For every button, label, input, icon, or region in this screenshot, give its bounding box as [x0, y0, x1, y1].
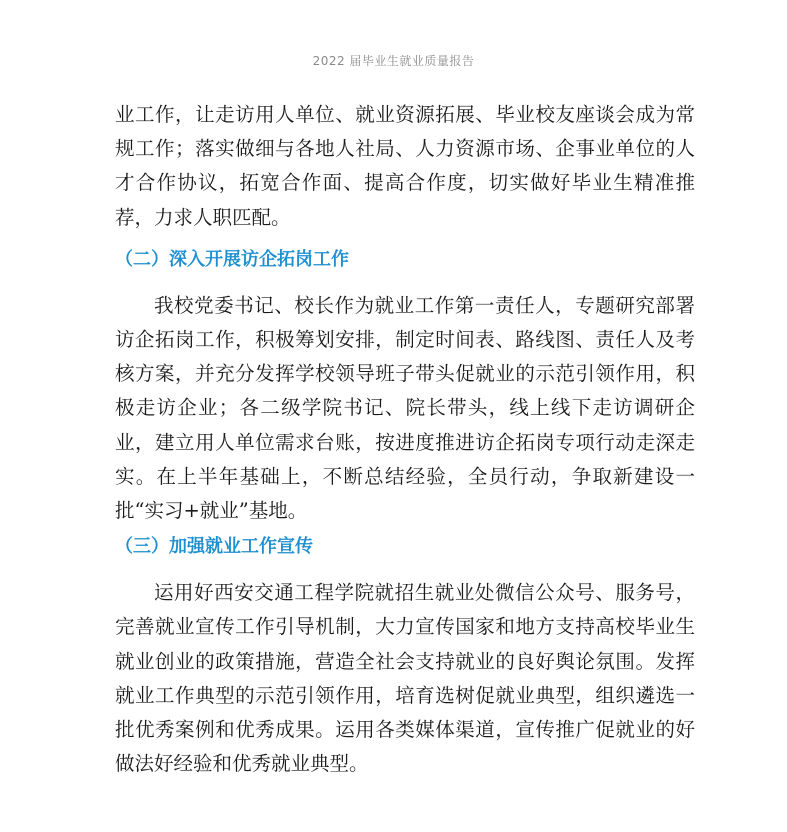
section-paragraph-employment-publicity: 运用好西安交通工程学院就招生就业处微信公众号、服务号，完善就业宣传工作引导机制，大力宣传国家和地方支持高校毕业生就业创业的政策措施，营造全社会支持就业的良好舆论氛围。发挥就业工作典型的示范引领作用，培育选树促就业典型，组织遴选一批优秀案例和优秀成果。运用各类媒体渠道，宣传推广促就业的好做法好经验和优秀就业典型。 [115, 581, 695, 776]
section-heading-employment-publicity: （三）加强就业工作宣传 [115, 536, 313, 558]
section-paragraph-visit-enterprises: 我校党委书记、校长作为就业工作第一责任人，专题研究部署访企拓岗工作，积极筹划安排，制定时间表、路线图、责任人及考核方案，并充分发挥学校领导班子带头促就业的示范引领作用，积极走访企业；各二级学院书记、院长带头，线上线下走访调研企业，建立用人单位需求台账，按进度推进访企拓岗专项行动走深走实。在上半年基础上，不断总结经验，全员行动，争取新建设一批“实习+就业”基地。 [115, 293, 695, 523]
section-heading-visit-enterprises: （二）深入开展访企拓岗工作 [115, 248, 349, 270]
document-body [115, 98, 695, 781]
running-header: 2022 届毕业生就业质量报告 [312, 54, 475, 68]
continued-paragraph: 业工作，让走访用人单位、就业资源拓展、毕业校友座谈会成为常规工作；落实做细与各地人社局、人力资源市场、企事业单位的人才合作协议，拓宽合作面、提高合作度，切实做好毕业生精准推荐，力求人职匹配。 [115, 103, 695, 229]
